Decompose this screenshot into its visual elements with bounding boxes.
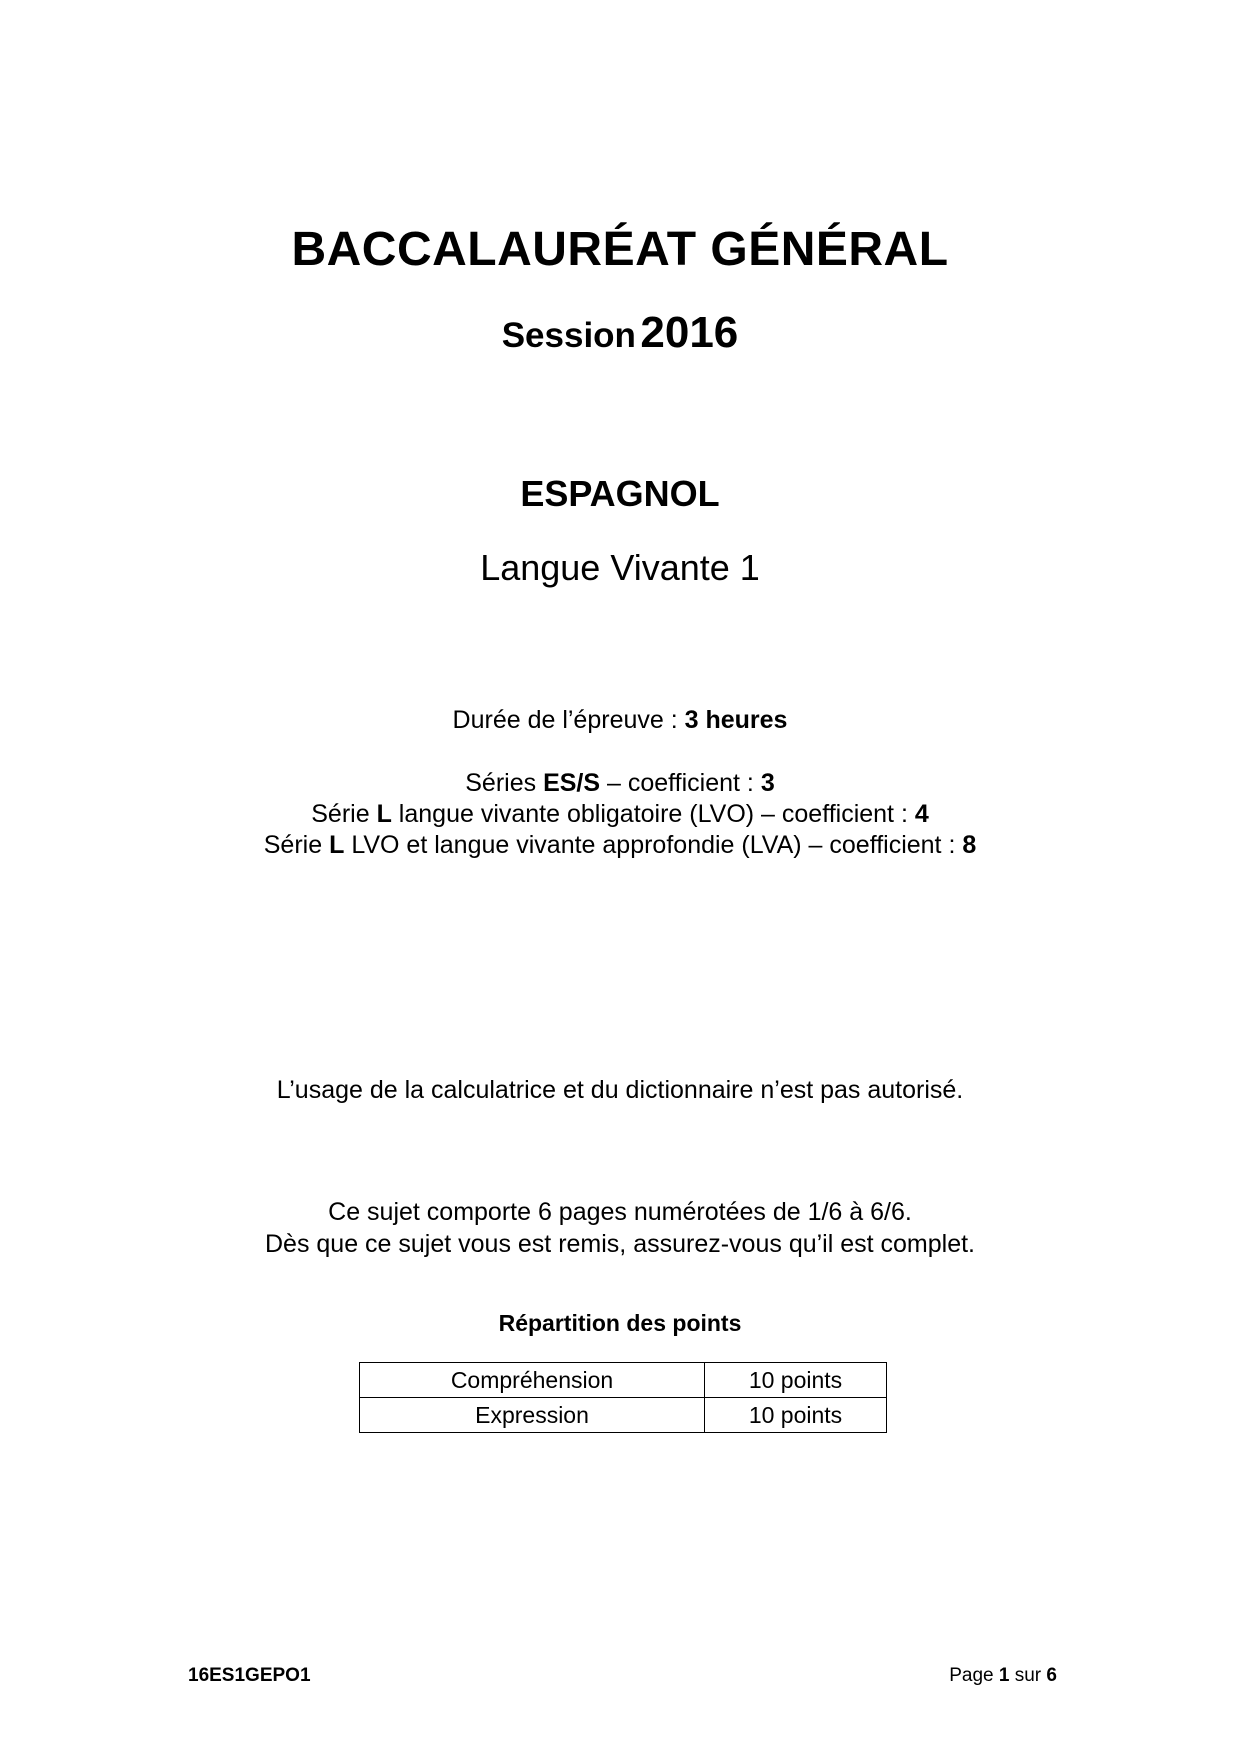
table-row xyxy=(360,1398,887,1433)
page-total: 6 xyxy=(1046,1665,1057,1686)
duration-label: Durée de l’épreuve : xyxy=(452,706,678,734)
pages-info xyxy=(0,1196,1240,1260)
exam-title: BACCALAURÉAT GÉNÉRAL xyxy=(291,223,949,276)
table-row xyxy=(360,1363,887,1398)
session-label: Session xyxy=(501,316,636,355)
page-current: 1 xyxy=(998,1665,1010,1686)
series-coefficient: 4 xyxy=(914,800,929,828)
page-label: Page xyxy=(949,1665,994,1686)
series-coefficient: 3 xyxy=(760,769,775,797)
series-list xyxy=(0,768,1240,861)
page-separator: sur xyxy=(1014,1665,1042,1686)
series-line xyxy=(0,799,1240,830)
series-text: – coefficient : xyxy=(607,769,754,797)
duration-value: 3 heures xyxy=(684,706,788,734)
series-prefix: Série xyxy=(311,800,370,828)
exam-duration xyxy=(0,706,1240,735)
points-value: 10 points xyxy=(705,1363,887,1398)
points-label: Compréhension xyxy=(360,1363,705,1398)
series-coefficient: 8 xyxy=(962,831,977,859)
points-title: Répartition des points xyxy=(498,1310,742,1336)
series-line xyxy=(0,768,1240,799)
series-code: ES/S xyxy=(543,769,601,797)
points-value: 10 points xyxy=(705,1398,887,1433)
series-code: L xyxy=(329,831,345,859)
series-prefix: Séries xyxy=(465,769,537,797)
pages-info-line: Dès que ce sujet vous est remis, assurez-vous qu’il est complet. xyxy=(264,1230,976,1258)
series-line xyxy=(0,830,1240,861)
pages-info-line: Ce sujet comporte 6 pages numérotées de 1/6 à 6/6. xyxy=(328,1198,912,1226)
series-prefix: Série xyxy=(263,831,323,859)
session-line xyxy=(0,308,1240,358)
series-text: LVO et langue vivante approfondie (LVA) – coefficient : xyxy=(351,831,956,859)
session-year: 2016 xyxy=(640,308,739,357)
subject-code: 16ES1GEPO1 xyxy=(188,1665,311,1686)
usage-notice: L’usage de la calculatrice et du dictionnaire n’est pas autorisé. xyxy=(276,1076,964,1104)
page-number xyxy=(949,1665,1057,1687)
points-label: Expression xyxy=(360,1398,705,1433)
points-table xyxy=(359,1362,887,1433)
subject-level: Langue Vivante 1 xyxy=(480,547,760,588)
series-text: langue vivante obligatoire (LVO) – coefficient : xyxy=(398,800,908,828)
series-code: L xyxy=(376,800,392,828)
subject-name: ESPAGNOL xyxy=(520,473,720,514)
